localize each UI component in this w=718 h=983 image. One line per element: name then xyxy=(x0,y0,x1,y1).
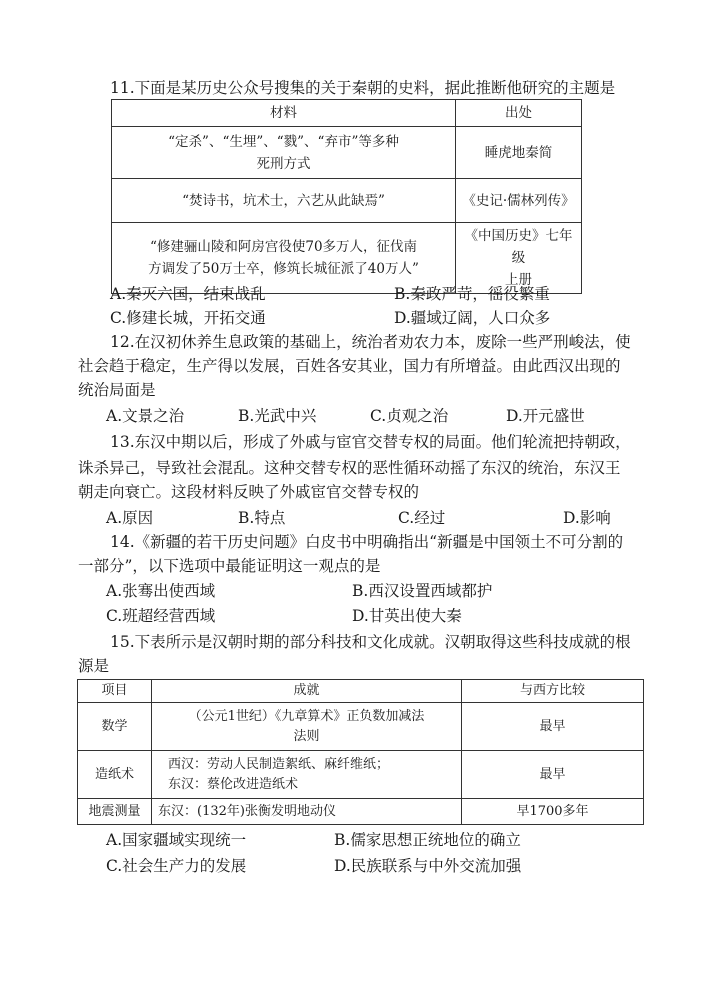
table-row xyxy=(78,703,644,751)
q11-row1-source: 睡虎地秦简 xyxy=(456,127,582,179)
q12-stem-line3: 统治局面是 xyxy=(78,381,156,399)
q11-header-material: 材料 xyxy=(112,100,456,127)
q15-row3-compare: 早1700多年 xyxy=(462,799,644,825)
q13-option-b[interactable]: B.特点 xyxy=(238,509,286,527)
q11-option-b[interactable]: B.秦政严苛，徭役繁重 xyxy=(394,285,550,303)
q12-option-c[interactable]: C.贞观之治 xyxy=(370,407,449,425)
table-row xyxy=(78,751,644,799)
q11-header-source: 出处 xyxy=(456,100,582,127)
q15-row2-item: 造纸术 xyxy=(78,751,152,799)
table-row xyxy=(112,223,582,294)
q12-stem-line1: 12.在汉初休养生息政策的基础上，统治者劝农力本，废除一些严刑峻法，使 xyxy=(110,333,631,351)
q11-row3-source: 《中国历史》七年级 上册 xyxy=(456,223,582,294)
q13-stem-line2: 诛杀异己，导致社会混乱。这种交替专权的恶性循环动摇了东汉的统治，东汉王 xyxy=(78,459,621,477)
q14-option-a[interactable]: A.张骞出使西域 xyxy=(106,582,216,600)
q15-row2-achievement: 西汉：劳动人民制造絮纸、麻纤维纸； 东汉：蔡伦改进造纸术 xyxy=(152,751,462,799)
q15-stem-line1: 15.下表所示是汉朝时期的部分科技和文化成就。汉朝取得这些科技成就的根 xyxy=(110,633,631,651)
q15-table xyxy=(77,679,644,825)
q15-header-item: 项目 xyxy=(78,680,152,703)
q15-row1-achievement: （公元1世纪）《九章算术》正负数加减法 法则 xyxy=(152,703,462,751)
q15-row3-item: 地震测量 xyxy=(78,799,152,825)
q15-header-achievement: 成就 xyxy=(152,680,462,703)
q15-option-a[interactable]: A.国家疆域实现统一 xyxy=(106,831,247,849)
q14-option-b[interactable]: B.西汉设置西域都护 xyxy=(352,582,493,600)
q14-option-d[interactable]: D.甘英出使大秦 xyxy=(352,607,462,625)
q14-stem-line2: 一部分”，以下选项中最能证明这一观点的是 xyxy=(78,557,381,575)
q15-option-c[interactable]: C.社会生产力的发展 xyxy=(106,857,247,875)
q15-header-compare: 与西方比较 xyxy=(462,680,644,703)
q15-row2-compare: 最早 xyxy=(462,751,644,799)
q12-option-a[interactable]: A.文景之治 xyxy=(106,407,185,425)
q13-option-d[interactable]: D.影响 xyxy=(563,509,611,527)
q12-option-d[interactable]: D.开元盛世 xyxy=(506,407,585,425)
table-row xyxy=(112,179,582,223)
table-row xyxy=(78,799,644,825)
q13-option-c[interactable]: C.经过 xyxy=(398,509,446,527)
q13-stem-line1: 13.东汉中期以后，形成了外戚与宦官交替专权的局面。他们轮流把持朝政， xyxy=(110,433,631,451)
q12-option-b[interactable]: B.光武中兴 xyxy=(238,407,317,425)
q15-row1-item: 数学 xyxy=(78,703,152,751)
q13-stem-line3: 朝走向衰亡。这段材料反映了外戚宦官交替专权的 xyxy=(78,483,420,501)
q15-option-d[interactable]: D.民族联系与中外交流加强 xyxy=(334,857,522,875)
q11-row2-source: 《史记·儒林列传》 xyxy=(456,179,582,223)
q13-option-a[interactable]: A.原因 xyxy=(106,509,154,527)
q11-option-c[interactable]: C.修建长城，开拓交通 xyxy=(110,309,266,327)
q11-table xyxy=(111,99,582,294)
q15-row3-achievement: 东汉：(132年)张衡发明地动仪 xyxy=(152,799,462,825)
q11-stem: 11.下面是某历史公众号搜集的关于秦朝的史料，据此推断他研究的主题是 xyxy=(110,79,616,97)
q15-row1-compare: 最早 xyxy=(462,703,644,751)
q15-option-b[interactable]: B.儒家思想正统地位的确立 xyxy=(334,831,521,849)
q15-stem-line2: 源是 xyxy=(78,657,110,675)
table-row xyxy=(112,127,582,179)
q11-row2-material: “焚诗书，坑术士，六艺从此缺焉” xyxy=(112,179,456,223)
q14-stem-line1: 14.《新疆的若干历史问题》白皮书中明确指出“新疆是中国领土不可分割的 xyxy=(110,533,624,551)
q11-row1-material: “定杀”、“生埋”、“戮”、“弃市”等多种 死刑方式 xyxy=(112,127,456,179)
q11-row3-material: “修建骊山陵和阿房宫役使70多万人，征伐南 方调发了50万士卒，修筑长城征派了40万人” xyxy=(112,223,456,294)
q14-option-c[interactable]: C.班超经营西域 xyxy=(106,607,216,625)
q11-option-d[interactable]: D.疆域辽阔，人口众多 xyxy=(394,309,551,327)
q11-option-a[interactable]: A.秦灭六国，结束战乱 xyxy=(110,285,266,303)
q12-stem-line2: 社会趋于稳定，生产得以发展，百姓各安其业，国力有所增益。由此西汉出现的 xyxy=(78,357,621,375)
